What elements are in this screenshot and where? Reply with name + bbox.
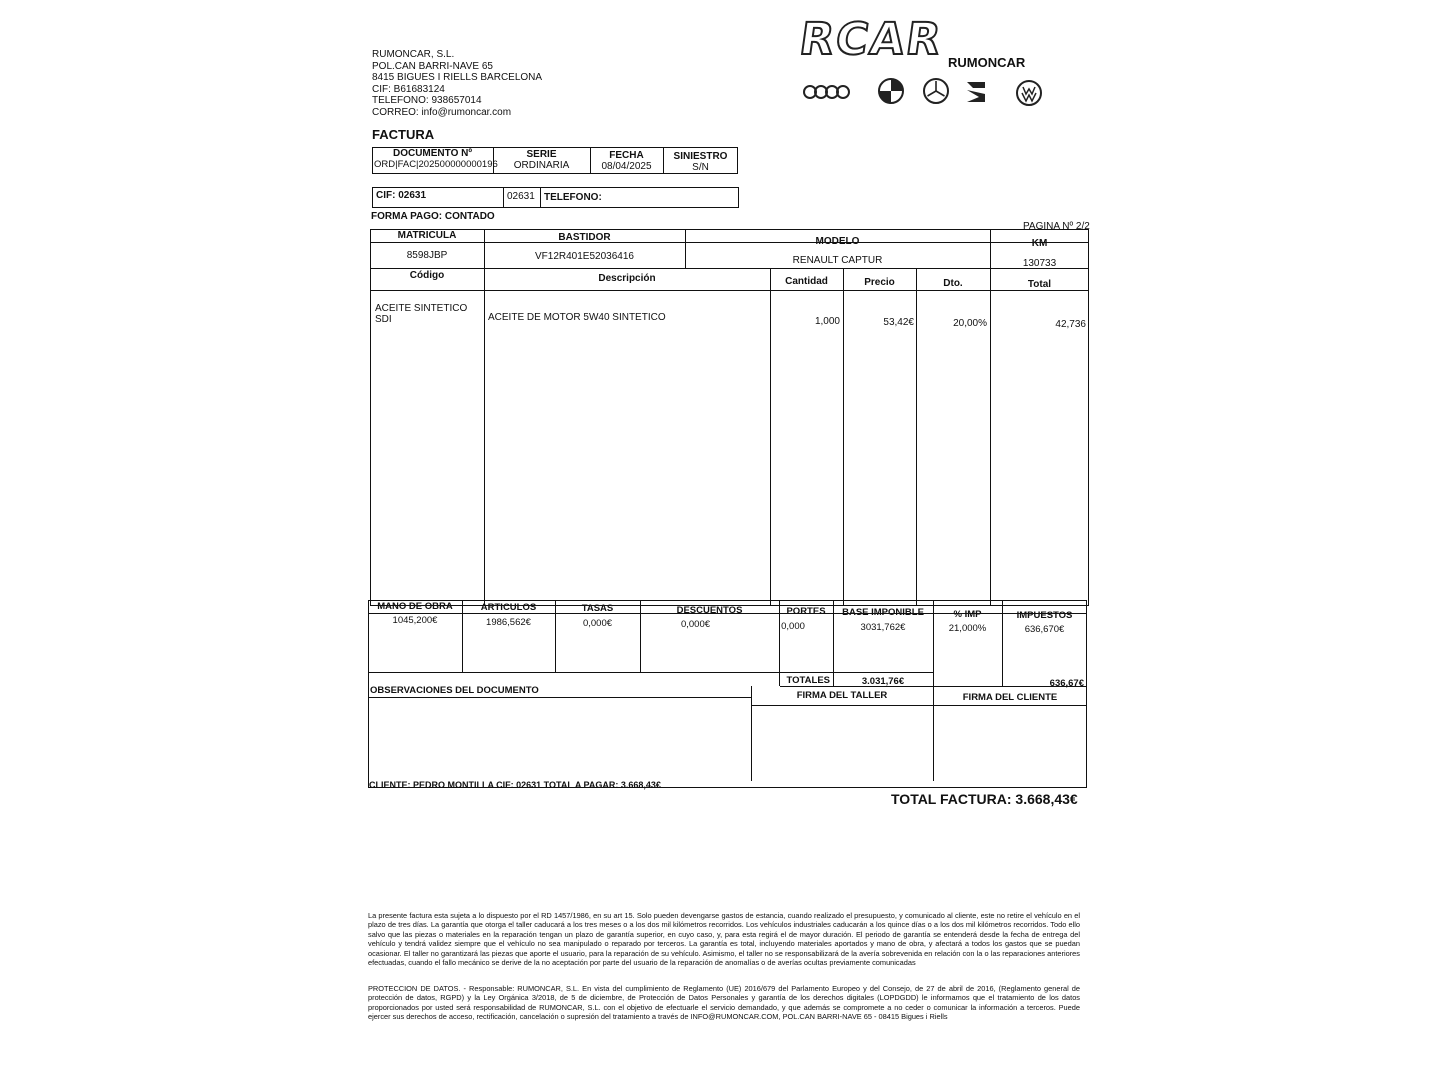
doc-date-value: 08/04/2025: [601, 161, 652, 172]
vehicle-model-value: RENAULT CAPTUR: [792, 255, 883, 266]
vehicle-header-model: MODELO: [815, 236, 860, 247]
item-discount: 20,00%: [953, 318, 987, 329]
workshop-signature-label: FIRMA DEL TALLER: [796, 690, 888, 701]
items-header-price: Precio: [864, 277, 895, 288]
items-header-quantity: Cantidad: [785, 276, 828, 287]
doc-series-value: ORDINARIA: [513, 160, 570, 171]
summary-header-fees: TASAS: [581, 603, 614, 614]
company-address-1: POL.CAN BARRI-NAVE 65: [372, 60, 493, 72]
doc-header-claim: SINIESTRO: [673, 151, 728, 162]
doc-header-series: SERIE: [526, 149, 557, 160]
summary-header-tax-pct: % IMP: [953, 609, 982, 620]
summary-header-shipping: PORTES: [786, 606, 826, 617]
client-phone-label: TELEFONO:: [544, 192, 602, 203]
legal-terms: La presente factura esta sujeta a lo dispuesto por el RD 1457/1986, en su art 15. Solo pueden devengarse gastos de estancia, cuando realizado el presupuesto, y comunicado al cliente, este no retire el vehículo en el plazo de tres días. La garantía que otorga el taller caducará a los tres meses o a los dos mil kilómetros recorridos. Los vehículos industriales caducarán a los quince días o a los dos mil kilómetros recorridos. Todo ello salvo que las piezas o materiales en la reparación tengan un plazo de garantía superior, en cuyo caso, y, para esta regirá el de mayor duración. El periodo de garantía se entenderá desde la fecha de entrega del vehículo y tendrá validez siempre que el vehículo no sea manipulado o reparado por terceros. La garantía es total, incluyendo materiales aportados y mano de obra, y afectará a todos los gastos que se puedan ocasionar. El taller no garantizará las piezas que aporte el usuario, para la reparación de su vehículo. Asimismo, el taller no se responsabilizará de la avería sobrevenida en relación con la o las reparaciones anteriores efectuadas, cuando el fallo mecánico se derive de la no aceptación por parte del usuario de la reparación de anomalías o de averías ocultas previamente comunicadas: [368, 911, 1080, 968]
payment-method: FORMA PAGO: CONTADO: [371, 211, 495, 222]
company-email: CORREO: info@rumoncar.com: [372, 106, 512, 118]
doc-claim-value: S/N: [692, 162, 709, 173]
company-phone: TELEFONO: 938657014: [372, 95, 482, 106]
summary-tax-pct-value: 21,000%: [948, 623, 987, 634]
summary-header-labor: MANO DE OBRA: [377, 601, 453, 612]
data-protection-notice: PROTECCION DE DATOS. - Responsable: RUMONCAR, S.L. En vista del cumplimiento de Reglamento (UE) 2016/679 del Parlamento Europeo y del Consejo, de 27 de abril de 2016, (Reglamento general de protección de datos, RGPD) y la Ley Orgánica 3/2018, de 5 de diciembre, de Protección de Datos Personales y garantía de los derechos digitales (LOPDGDD) le informamos que el tratamiento de los datos proporcionados por usted será responsabilidad de RUMONCAR, S.L. con el objetivo de efectuarle el servicio demandado, y que además se compromete a no ceder o comunicar la información a terceros. Puede ejercer sus derechos de acceso, rectificación, cancelación o supresión del tratamiento a través de INFO@RUMONCAR.COM, POL.CAN BARRI-NAVE 65 - 08415 Bigues i Riells: [368, 984, 1080, 1022]
items-header-total: Total: [1027, 279, 1052, 290]
summary-header-tax-base: BASE IMPONIBLE: [842, 607, 924, 618]
page-number: PAGINA Nº 2/2: [1023, 221, 1090, 232]
summary-shipping-value: 0,000: [781, 621, 805, 632]
logo-subtitle: RUMONCAR: [948, 55, 1026, 70]
summary-labor-value: 1045,200€: [392, 615, 438, 626]
doc-header-number: DOCUMENTO Nº: [392, 148, 473, 159]
item-description: ACEITE DE MOTOR 5W40 SINTETICO: [488, 312, 666, 323]
vehicle-header-km: KM: [1031, 238, 1048, 249]
totals-base: 3.031,76€: [861, 676, 905, 687]
document-title: FACTURA: [372, 127, 435, 142]
bmw-icon: [878, 78, 904, 104]
client-code: 02631: [507, 191, 535, 202]
client-cif: CIF: 02631: [376, 190, 427, 201]
vehicle-header-chassis: BASTIDOR: [558, 232, 611, 243]
item-price: 53,42€: [883, 317, 914, 328]
items-header-code: Código: [409, 270, 445, 281]
summary-fees-value: 0,000€: [582, 618, 613, 629]
summary-header-parts: ARTICULOS: [480, 602, 537, 613]
summary-parts-value: 1986,562€: [486, 617, 531, 628]
doc-number-value: ORD|FAC|202500000000196: [374, 159, 498, 170]
item-quantity: 1,000: [814, 316, 840, 327]
logo-text: RCAR: [796, 14, 946, 65]
summary-tax-base-value: 3031,762€: [860, 622, 906, 633]
items-header-description: Descripción: [598, 273, 656, 284]
company-address-2: 8415 BIGUES I RIELLS BARCELONA: [372, 72, 543, 83]
vehicle-km-value: 130733: [1022, 258, 1057, 269]
vehicle-plate-value: 8598JBP: [406, 250, 448, 261]
totals-label: TOTALES: [786, 675, 830, 686]
company-info: [372, 49, 542, 118]
audi-icon: [803, 80, 863, 104]
item-code: ACEITE SINTETICO SDI: [375, 303, 468, 325]
summary-discounts-value: 0,000€: [680, 619, 711, 630]
total-invoice: TOTAL FACTURA: 3.668,43€: [891, 791, 1078, 807]
observations-label: OBSERVACIONES DEL DOCUMENTO: [370, 685, 539, 696]
summary-taxes-value: 636,670€: [1024, 624, 1065, 635]
company-cif: CIF: B61683124: [372, 83, 445, 95]
summary-header-discounts: DESCUENTOS: [676, 605, 743, 616]
summary-header-taxes: IMPUESTOS: [1016, 610, 1073, 621]
vehicle-header-plate: MATRICULA: [397, 230, 457, 241]
mercedes-icon: [923, 78, 949, 104]
vehicle-chassis-value: VF12R401E52036416: [535, 251, 634, 262]
totals-tax: 636,67€: [1049, 678, 1084, 689]
doc-header-date: FECHA: [609, 150, 644, 161]
company-name: RUMONCAR, S.L.: [372, 49, 455, 60]
items-header-discount: Dto.: [943, 278, 963, 289]
volkswagen-icon: [1016, 80, 1042, 106]
client-signature-label: FIRMA DEL CLIENTE: [962, 692, 1058, 703]
item-total: 42,736: [1055, 319, 1086, 330]
client-summary-line: CLIENTE: PEDRO MONTILLA CIF: 02631 TOTAL A PAGAR: 3.668,43€: [369, 780, 661, 790]
seat-icon: [965, 80, 987, 104]
rcar-logo: [796, 14, 1050, 70]
